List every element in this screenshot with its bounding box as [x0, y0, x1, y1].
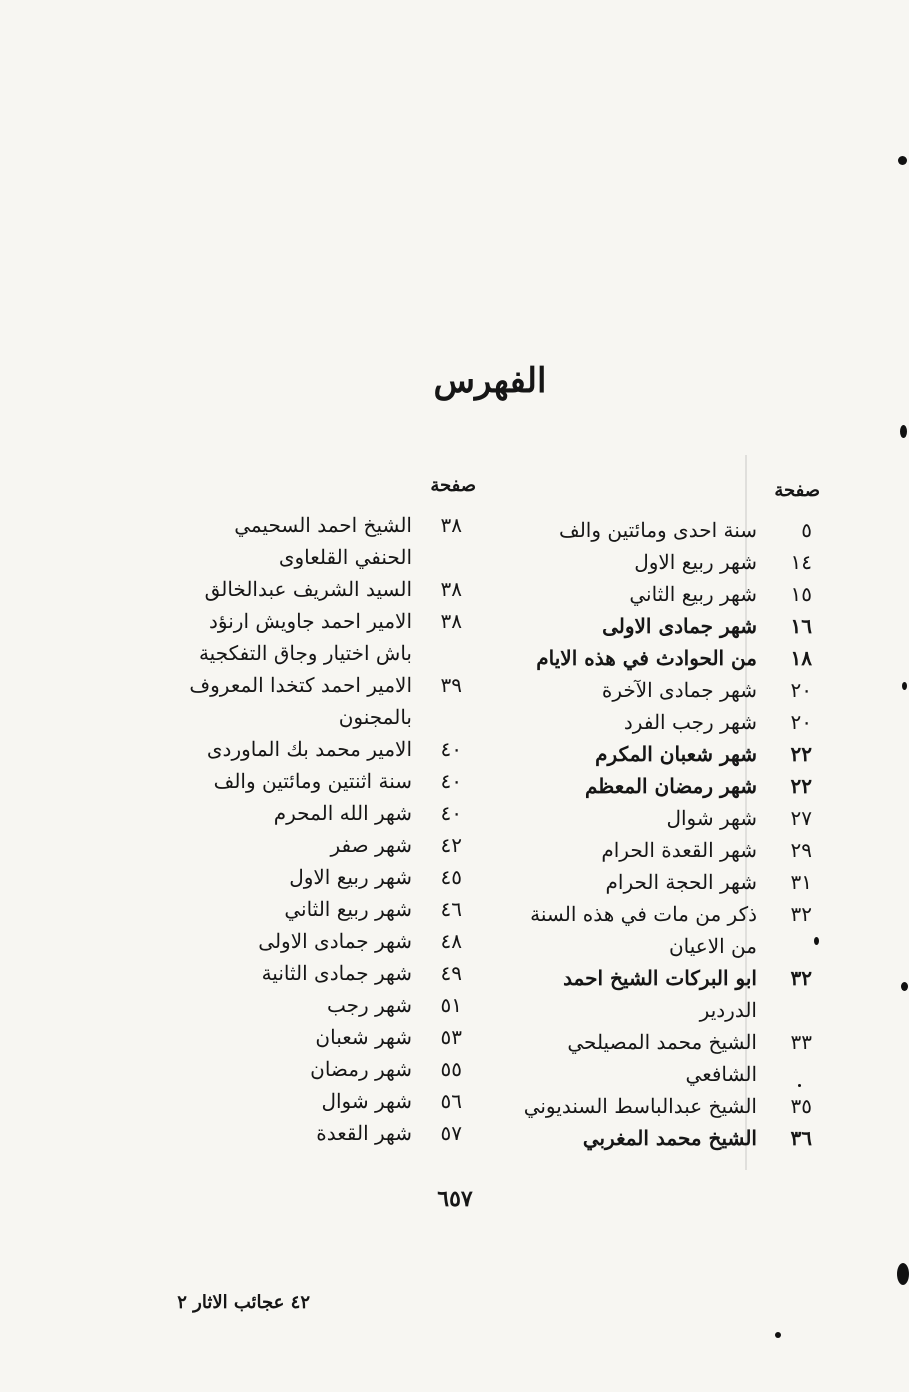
index-entry-page: ٥٧ [440, 1121, 462, 1145]
index-entry-title: شهر ربيع الاول [289, 865, 412, 889]
index-entry-page: ٣٨ [440, 577, 462, 601]
index-entry-title: الشافعي [685, 1062, 757, 1086]
ink-speck [814, 937, 819, 945]
index-entry-title: شهر جمادى الثانية [261, 961, 412, 985]
index-entry-title: باش اختيار وجاق التفكجية [198, 641, 412, 665]
ink-speck [897, 1263, 909, 1285]
right-column-page-header: صفحة [774, 480, 820, 501]
index-entry-title: الحنفي القلعاوى [278, 545, 412, 569]
index-entry-page: ٤٦ [440, 897, 462, 921]
index-entry-title: شهر جمادى الاولى [602, 614, 757, 638]
index-entry-title: شهر ربيع الثاني [284, 897, 412, 921]
index-entry-title: شهر ربيع الثاني [629, 582, 757, 606]
index-entry-title: شهر الحجة الحرام [605, 870, 757, 894]
index-entry-title: شهر رمضان [310, 1057, 412, 1081]
index-entry-page: ١٨ [790, 646, 812, 670]
index-title: الفهرس [433, 361, 547, 401]
index-entry-title: السيد الشريف عبدالخالق [204, 577, 412, 601]
index-entry-page: ٢٠ [790, 678, 812, 702]
index-entry-title: بالمجنون [338, 705, 412, 729]
index-entry-title: شهر رمضان المعظم [584, 774, 757, 798]
index-entry-title: شهر القعدة [316, 1121, 412, 1145]
index-entry-title: الامير محمد بك الماوردى [206, 737, 412, 761]
index-entry-title: من الحوادث في هذه الايام [536, 646, 757, 670]
index-entry-title: شهر شوال [321, 1089, 412, 1113]
index-entry-title: الامير احمد جاويش ارنؤد [209, 609, 412, 633]
index-entry-title: الشيخ احمد السحيمي [234, 513, 412, 537]
index-entry-page: ٣٨ [440, 609, 462, 633]
index-entry-page: ٤٥ [440, 865, 462, 889]
index-entry-title: الشيخ محمد المصيلحي [567, 1030, 757, 1054]
book-footer-signature: ٤٢ عجائب الاثار ٢ [177, 1292, 310, 1313]
index-entry-title: الشيخ محمد المغربي [582, 1126, 757, 1150]
index-entry-title: شهر القعدة الحرام [601, 838, 757, 862]
index-entry-page: ٢٢ [790, 774, 812, 798]
index-entry-page: ١٦ [790, 614, 812, 638]
index-entry-page: ٣٢ [790, 902, 812, 926]
index-entry-title: ذكر من مات في هذه السنة [530, 902, 757, 926]
ink-speck [898, 156, 907, 165]
index-entry-title: شهر ربيع الاول [634, 550, 757, 574]
index-entry-page: ٣٢ [790, 966, 812, 990]
index-entry-page: ٥٦ [440, 1089, 462, 1113]
ink-speck [798, 1084, 801, 1087]
index-entry-title: الدردير [699, 998, 757, 1022]
ink-speck [902, 682, 907, 690]
index-entry-page: ٤٠ [440, 769, 462, 793]
index-entry-page: ٥١ [440, 993, 462, 1017]
index-entry-title: ابو البركات الشيخ احمد [563, 966, 757, 990]
ink-speck [900, 425, 907, 438]
index-entry-page: ٣٥ [790, 1094, 812, 1118]
index-entry-page: ٥٣ [440, 1025, 462, 1049]
ink-speck [775, 1332, 781, 1338]
index-entry-title: سنة اثنتين ومائتين والف [213, 769, 412, 793]
index-entry-title: شهر رجب الفرد [623, 710, 757, 734]
page-number: ٦٥٧ [437, 1186, 473, 1212]
index-entry-title: الشيخ عبدالباسط السنديوني [523, 1094, 757, 1118]
index-entry-title: من الاعيان [668, 934, 757, 958]
index-entry-page: ٥٥ [440, 1057, 462, 1081]
index-entry-page: ٢٠ [790, 710, 812, 734]
index-entry-page: ٤٠ [440, 801, 462, 825]
index-entry-title: شهر شوال [666, 806, 757, 830]
index-entry-title: شهر رجب [326, 993, 412, 1017]
index-entry-page: ٣١ [790, 870, 812, 894]
index-entry-page: ١٥ [790, 582, 812, 606]
index-entry-page: ٣٩ [440, 673, 462, 697]
left-column-page-header: صفحة [430, 475, 476, 496]
index-entry-page: ٣٦ [790, 1126, 812, 1150]
index-entry-page: ٥ [801, 518, 812, 542]
index-entry-title: الامير احمد كتخدا المعروف [189, 673, 412, 697]
index-entry-page: ٢٩ [790, 838, 812, 862]
index-entry-page: ٢٢ [790, 742, 812, 766]
index-entry-page: ٤٠ [440, 737, 462, 761]
index-entry-title: شهر جمادى الاولى [258, 929, 412, 953]
index-entry-page: ١٤ [790, 550, 812, 574]
index-entry-page: ٢٧ [790, 806, 812, 830]
index-entry-page: ٤٢ [440, 833, 462, 857]
index-entry-title: شهر صفر [330, 833, 412, 857]
index-entry-title: شهر الله المحرم [273, 801, 412, 825]
ink-speck [901, 982, 908, 991]
index-entry-page: ٤٩ [440, 961, 462, 985]
index-entry-page: ٤٨ [440, 929, 462, 953]
index-entry-title: شهر شعبان [315, 1025, 412, 1049]
index-entry-title: شهر شعبان المكرم [595, 742, 757, 766]
index-entry-title: سنة احدى ومائتين والف [559, 518, 757, 542]
index-entry-page: ٣٣ [790, 1030, 812, 1054]
index-entry-title: شهر جمادى الآخرة [601, 678, 757, 702]
index-entry-page: ٣٨ [440, 513, 462, 537]
